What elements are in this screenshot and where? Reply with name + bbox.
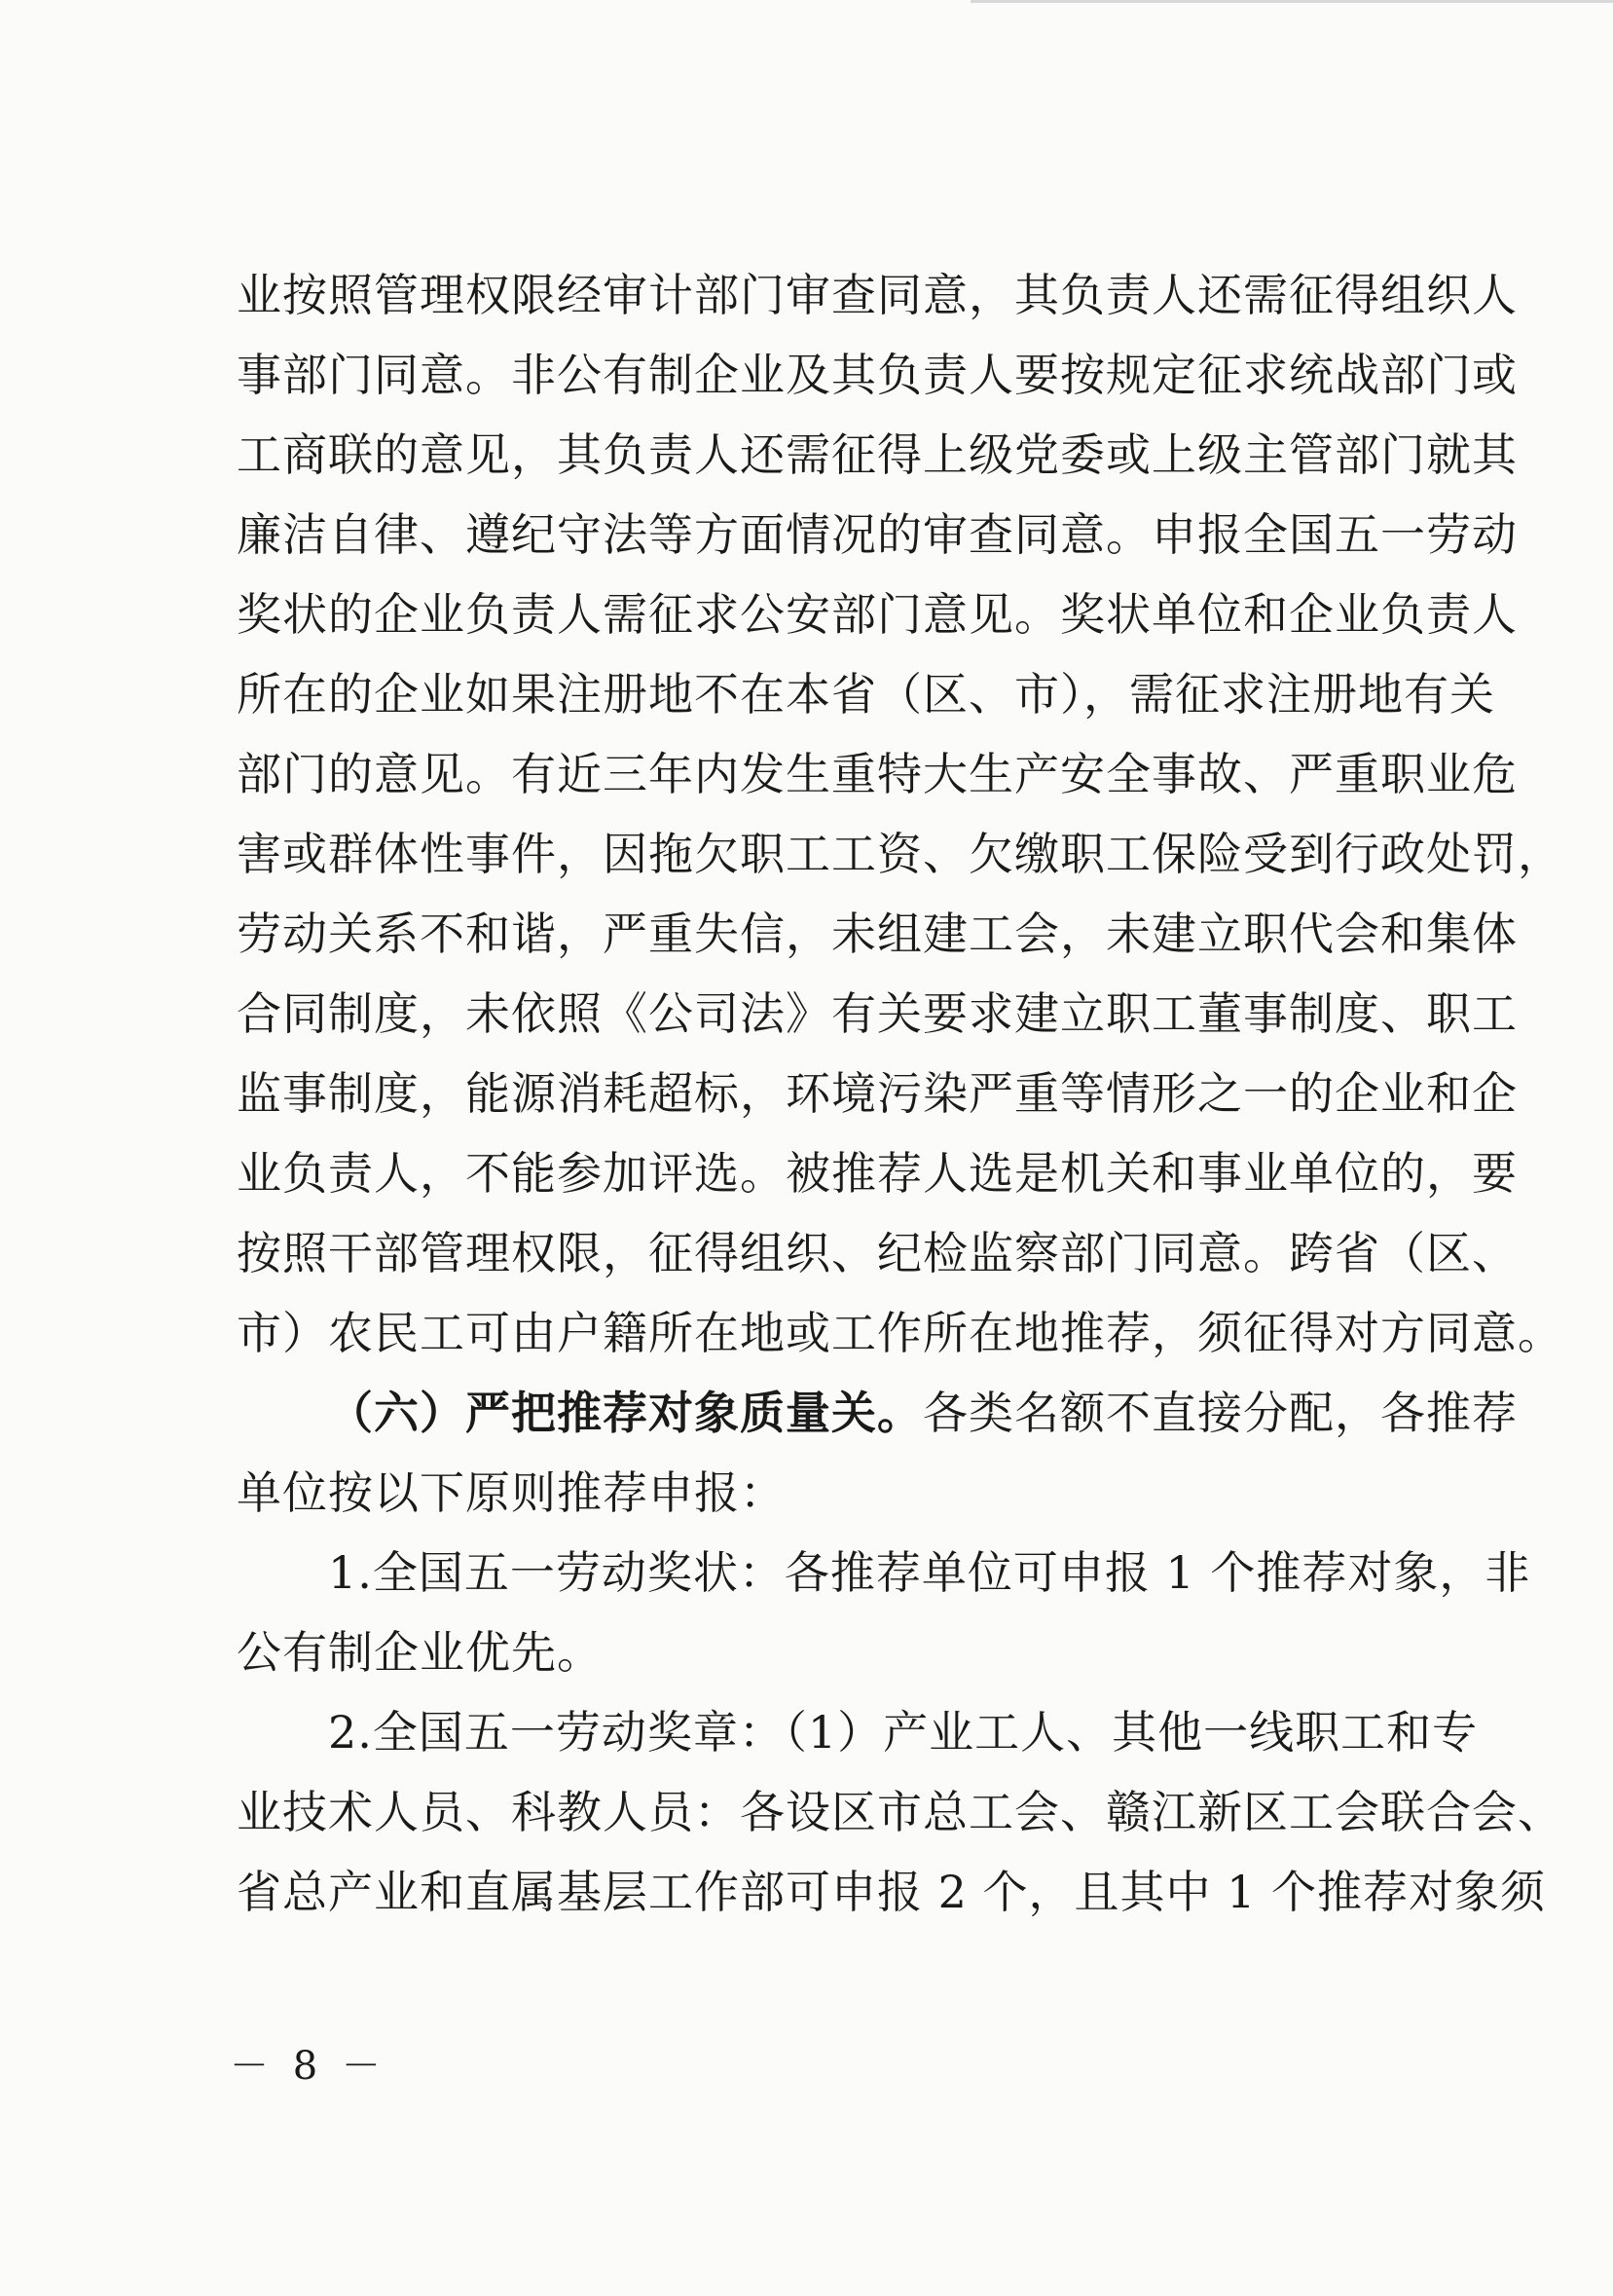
section-6-heading: （六）严把推荐对象质量关。	[328, 1387, 923, 1439]
section-6-first-line	[237, 1373, 1518, 1453]
item-2-line: 省总产业和直属基层工作部可申报 2 个，且其中 1 个推荐对象须	[237, 1866, 1547, 1918]
item-1-line: 1.全国五一劳动奖状：各推荐单位可申报 1 个推荐对象，非	[328, 1546, 1531, 1599]
paragraph-line: 工商联的意见，其负责人还需征得上级党委或上级主管部门就其	[237, 428, 1518, 481]
paragraph-line: 市）农民工可由户籍所在地或工作所在地推荐，须征得对方同意。	[237, 1307, 1563, 1359]
paragraph-line: 业负责人，不能参加评选。被推荐人选是机关和事业单位的，要	[237, 1147, 1518, 1200]
paragraph-line: 所在的企业如果注册地不在本省（区、市），需征求注册地有关	[237, 668, 1495, 721]
item-2-line: 业技术人员、科教人员：各设区市总工会、赣江新区工会联合会、	[237, 1786, 1563, 1838]
paragraph-line: 合同制度，未依照《公司法》有关要求建立职工董事制度、职工	[237, 987, 1518, 1040]
section-6-continuation: 单位按以下原则推荐申报：	[237, 1466, 786, 1519]
scan-edge-mark	[971, 0, 1613, 3]
paragraph-line: 廉洁自律、遵纪守法等方面情况的审查同意。申报全国五一劳动	[237, 508, 1518, 561]
section-6-text: 各类名额不直接分配，各推荐	[923, 1387, 1518, 1439]
paragraph-line: 害或群体性事件，因拖欠职工工资、欠缴职工保险受到行政处罚，	[237, 828, 1563, 880]
item-1-line: 公有制企业优先。	[237, 1626, 603, 1679]
body-text	[237, 255, 1563, 1932]
paragraph-line: 业按照管理权限经审计部门审查同意，其负责人还需征得组织人	[237, 269, 1518, 321]
page-number: － 8 －	[230, 2044, 386, 2089]
paragraph-line: 奖状的企业负责人需征求公安部门意见。奖状单位和企业负责人	[237, 588, 1518, 641]
paragraph-line: 劳动关系不和谐，严重失信，未组建工会，未建立职代会和集体	[237, 907, 1518, 960]
item-2-line: 2.全国五一劳动奖章：（1）产业工人、其他一线职工和专	[328, 1706, 1479, 1759]
paragraph-line: 监事制度，能源消耗超标，环境污染严重等情形之一的企业和企	[237, 1067, 1518, 1120]
paragraph-line: 按照干部管理权限，征得组织、纪检监察部门同意。跨省（区、	[237, 1227, 1518, 1279]
paragraph-line: 事部门同意。非公有制企业及其负责人要按规定征求统战部门或	[237, 349, 1518, 401]
paragraph-line: 部门的意见。有近三年内发生重特大生产安全事故、严重职业危	[237, 748, 1518, 800]
